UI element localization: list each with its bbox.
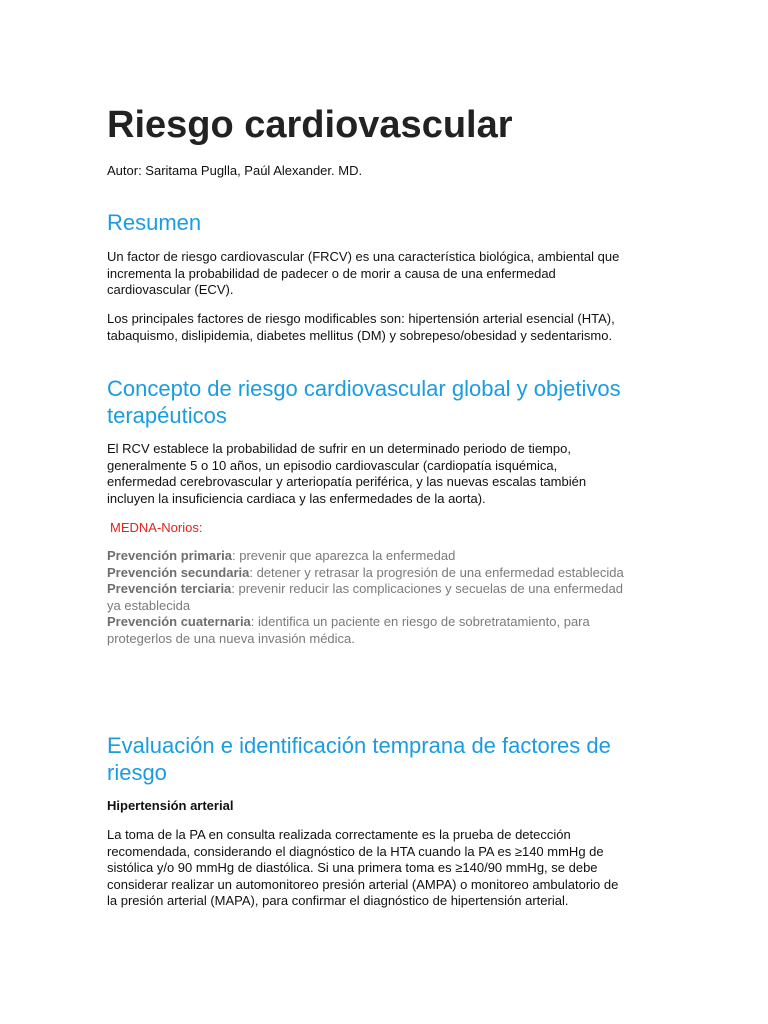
subheading-hipertension: Hipertensión arterial bbox=[107, 798, 234, 813]
heading-resumen: Resumen bbox=[107, 210, 202, 235]
note-label: MEDNA-Norios: bbox=[110, 520, 203, 535]
text-line: tabaquismo, dislipidemia, diabetes mellitus (DM) y sobrepeso/obesidad y sedentarismo. bbox=[107, 327, 613, 343]
text-line: enfermedad cerebrovascular y arteriopatía periférica, y las nuevas escalas también bbox=[107, 474, 587, 489]
text-line: la presión arterial (MAPA), para confirmar el diagnóstico de hipertensión arterial. bbox=[107, 893, 569, 908]
prevention-text: : prevenir reducir las complicaciones y secuelas de una enfermedad bbox=[231, 581, 623, 596]
text-line: sistólica y/o 90 mmHg de diastólica. Si una primera toma es ≥140/90 mmHg, se debe bbox=[107, 860, 598, 875]
prevention-term: Prevención cuaternaria bbox=[107, 614, 251, 629]
heading-line: Concepto de riesgo cardiovascular global y objetivos bbox=[107, 376, 621, 401]
text-line: Los principales factores de riesgo modificables son: hipertensión arterial esencial (HTA), bbox=[107, 311, 615, 326]
prevention-term: Prevención primaria bbox=[107, 548, 232, 563]
author-line: Autor: Saritama Puglla, Paúl Alexander. MD. bbox=[107, 163, 363, 178]
prevention-text: : detener y retrasar la progresión de una enfermedad establecida bbox=[249, 564, 624, 580]
text-line: incrementa la probabilidad de padecer o de morir a causa de una enfermedad bbox=[107, 265, 556, 281]
prevention-item-primaria bbox=[107, 548, 667, 565]
prevention-list bbox=[107, 548, 667, 647]
prevention-text: : prevenir que aparezca la enfermedad bbox=[232, 548, 456, 563]
heading-line: riesgo bbox=[107, 760, 167, 785]
text-line: generalmente 5 o 10 años, un episodio cardiovascular (cardiopatía isquémica, bbox=[107, 457, 558, 473]
resumen-paragraph-2 bbox=[107, 311, 667, 344]
concepto-paragraph bbox=[107, 441, 667, 507]
resumen-paragraph-1 bbox=[107, 249, 667, 299]
text-line: considerar realizar un automonitoreo presión arterial (AMPA) o monitoreo ambulatorio de bbox=[107, 876, 619, 892]
text-line: cardiovascular (ECV). bbox=[107, 282, 234, 297]
text-line: incluyen la insuficiencia cardiaca y las enfermedades de la aorta). bbox=[107, 490, 486, 506]
text-line: El RCV establece la probabilidad de sufrir en un determinado periodo de tiempo, bbox=[107, 441, 571, 456]
text-line: La toma de la PA en consulta realizada correctamente es la prueba de detección bbox=[107, 827, 571, 842]
prevention-item-terciaria bbox=[107, 581, 667, 598]
prevention-term: Prevención terciaria bbox=[107, 581, 232, 596]
prevention-text-continued: ya establecida bbox=[107, 597, 191, 613]
text-line: Un factor de riesgo cardiovascular (FRCV) es una característica biológica, ambiental que bbox=[107, 249, 620, 264]
heading-concepto bbox=[107, 375, 667, 429]
heading-line: Evaluación e identificación temprana de factores de bbox=[107, 733, 611, 758]
prevention-text: : identifica un paciente en riesgo de sobretratamiento, para bbox=[250, 614, 590, 629]
heading-evaluacion bbox=[107, 732, 667, 786]
prevention-text-continued: protegerlos de una nueva invasión médica. bbox=[107, 630, 355, 646]
prevention-item-secundaria bbox=[107, 565, 667, 582]
prevention-term: Prevención secundaria bbox=[107, 564, 250, 580]
evaluacion-paragraph bbox=[107, 827, 667, 910]
text-line: recomendada, considerando el diagnóstico de la HTA cuando la PA es ≥140 mmHg de bbox=[107, 843, 604, 859]
document-title: Riesgo cardiovascular bbox=[107, 104, 513, 146]
heading-line: terapéuticos bbox=[107, 403, 227, 428]
prevention-item-cuaternaria bbox=[107, 614, 667, 631]
